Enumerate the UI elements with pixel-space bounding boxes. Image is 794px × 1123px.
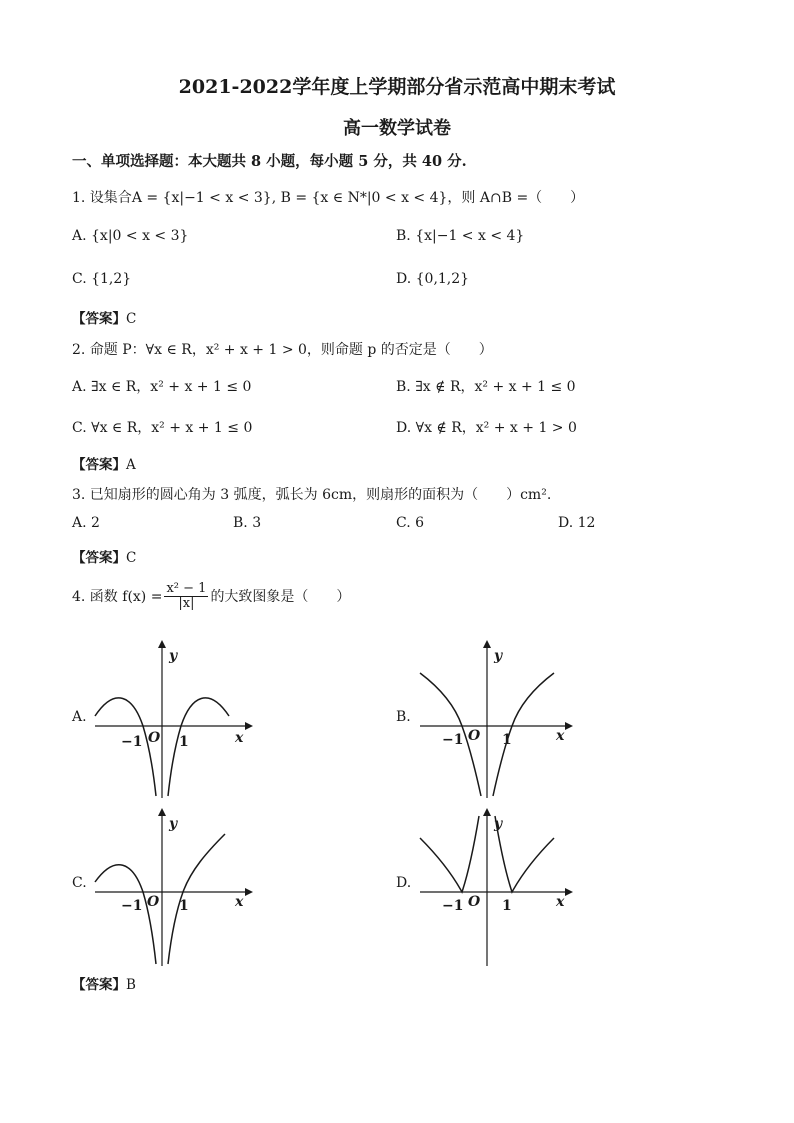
q2-option-b: B. ∃x ∉ R，x² + x + 1 ≤ 0 (396, 379, 576, 395)
q1-option-c: C. {1,2} (72, 271, 132, 287)
x-label: x (556, 894, 565, 910)
y-label: y (169, 816, 178, 832)
q4-option-d-label: D. (396, 875, 412, 891)
q4-option-a-label: A. (72, 709, 87, 725)
q1-set-b: , B = {x ∈ N*|0 < x < 4} (271, 190, 448, 206)
q4-graph-d (410, 806, 585, 968)
x-axis-arrow-icon (245, 722, 253, 730)
q1-answer-value: C (126, 311, 137, 327)
question-4 (72, 582, 350, 610)
q4-graph-a (85, 638, 260, 800)
neg-one-label: −1 (121, 734, 143, 750)
q1-option-d: D. {0,1,2} (396, 271, 470, 287)
q1-answer (72, 307, 136, 327)
q1-set-a: A = {x|−1 < x < 3} (131, 190, 272, 206)
one-label: 1 (179, 734, 189, 750)
answer-tag: 【答案】 (72, 977, 126, 993)
y-axis-arrow-icon (483, 640, 491, 648)
q1-suffix: ，则 A∩B =（ ） (447, 190, 585, 206)
one-label: 1 (502, 898, 512, 914)
one-label: 1 (179, 898, 189, 914)
q4-prefix: 4. 函数 f(x) = (72, 589, 163, 606)
q2-option-c: C. ∀x ∈ R，x² + x + 1 ≤ 0 (72, 420, 253, 436)
answer-tag: 【答案】 (72, 457, 126, 473)
q1-prefix: 1. 设集合 (72, 190, 132, 206)
question-1 (72, 187, 584, 207)
section-heading: 一、单项选择题：本大题共 8 小题，每小题 5 分，共 40 分. (72, 153, 467, 170)
q1-option-b: B. {x|−1 < x < 4} (396, 228, 525, 244)
q4-graph-b (410, 638, 585, 800)
x-label: x (235, 894, 244, 910)
q4-option-c-label: C. (72, 875, 87, 891)
question-2: 2. 命题 P：∀x ∈ R，x² + x + 1 > 0，则命题 p 的否定是（ ） (72, 342, 493, 358)
x-axis-arrow-icon (565, 888, 573, 896)
page-title: 2021-2022学年度上学期部分省示范高中期末考试 (178, 76, 616, 98)
y-axis-arrow-icon (483, 808, 491, 816)
curve-right (168, 698, 229, 796)
q2-answer (72, 453, 136, 473)
one-label: 1 (502, 732, 512, 748)
x-axis-arrow-icon (565, 722, 573, 730)
y-label: y (494, 648, 503, 664)
y-axis-arrow-icon (158, 640, 166, 648)
q2-answer-value: A (126, 457, 136, 473)
y-label: y (169, 648, 178, 664)
neg-one-label: −1 (442, 898, 464, 914)
q1-option-a: A. {x|0 < x < 3} (72, 228, 189, 244)
curve-right (495, 816, 554, 892)
q4-fraction (164, 582, 208, 610)
x-label: x (556, 728, 565, 744)
q4-graph-c (85, 806, 260, 968)
origin-label: O (148, 730, 161, 746)
q3-answer-value: C (126, 550, 137, 566)
neg-one-label: −1 (442, 732, 464, 748)
q3-answer (72, 546, 136, 566)
q2-option-a: A. ∃x ∈ R，x² + x + 1 ≤ 0 (72, 379, 252, 395)
curve-right (168, 834, 225, 964)
q4-option-b-label: B. (396, 709, 411, 725)
answer-tag: 【答案】 (72, 311, 126, 327)
question-3: 3. 已知扇形的圆心角为 3 弧度，弧长为 6cm，则扇形的面积为（ ）cm². (72, 487, 552, 503)
q2-option-d: D. ∀x ∉ R，x² + x + 1 > 0 (396, 420, 577, 436)
q4-frac-numerator: x² − 1 (166, 581, 207, 596)
origin-label: O (468, 728, 481, 744)
q3-option-c: C. 6 (396, 515, 425, 531)
q4-suffix: 的大致图象是（ ） (210, 589, 351, 606)
page-subtitle: 高一数学试卷 (343, 118, 451, 139)
origin-label: O (468, 894, 481, 910)
y-label: y (494, 816, 503, 832)
curve-left (420, 816, 479, 892)
x-axis-arrow-icon (245, 888, 253, 896)
neg-one-label: −1 (121, 898, 143, 914)
q3-option-a: A. 2 (72, 515, 100, 531)
curve-left (95, 865, 156, 964)
x-label: x (235, 730, 244, 746)
q4-answer (72, 973, 136, 993)
q4-answer-value: B (126, 977, 136, 993)
answer-tag: 【答案】 (72, 550, 126, 566)
y-axis-arrow-icon (158, 808, 166, 816)
q4-frac-denominator: |x| (178, 595, 195, 611)
q3-option-b: B. 3 (233, 515, 262, 531)
origin-label: O (147, 894, 160, 910)
q3-option-d: D. 12 (558, 515, 596, 531)
